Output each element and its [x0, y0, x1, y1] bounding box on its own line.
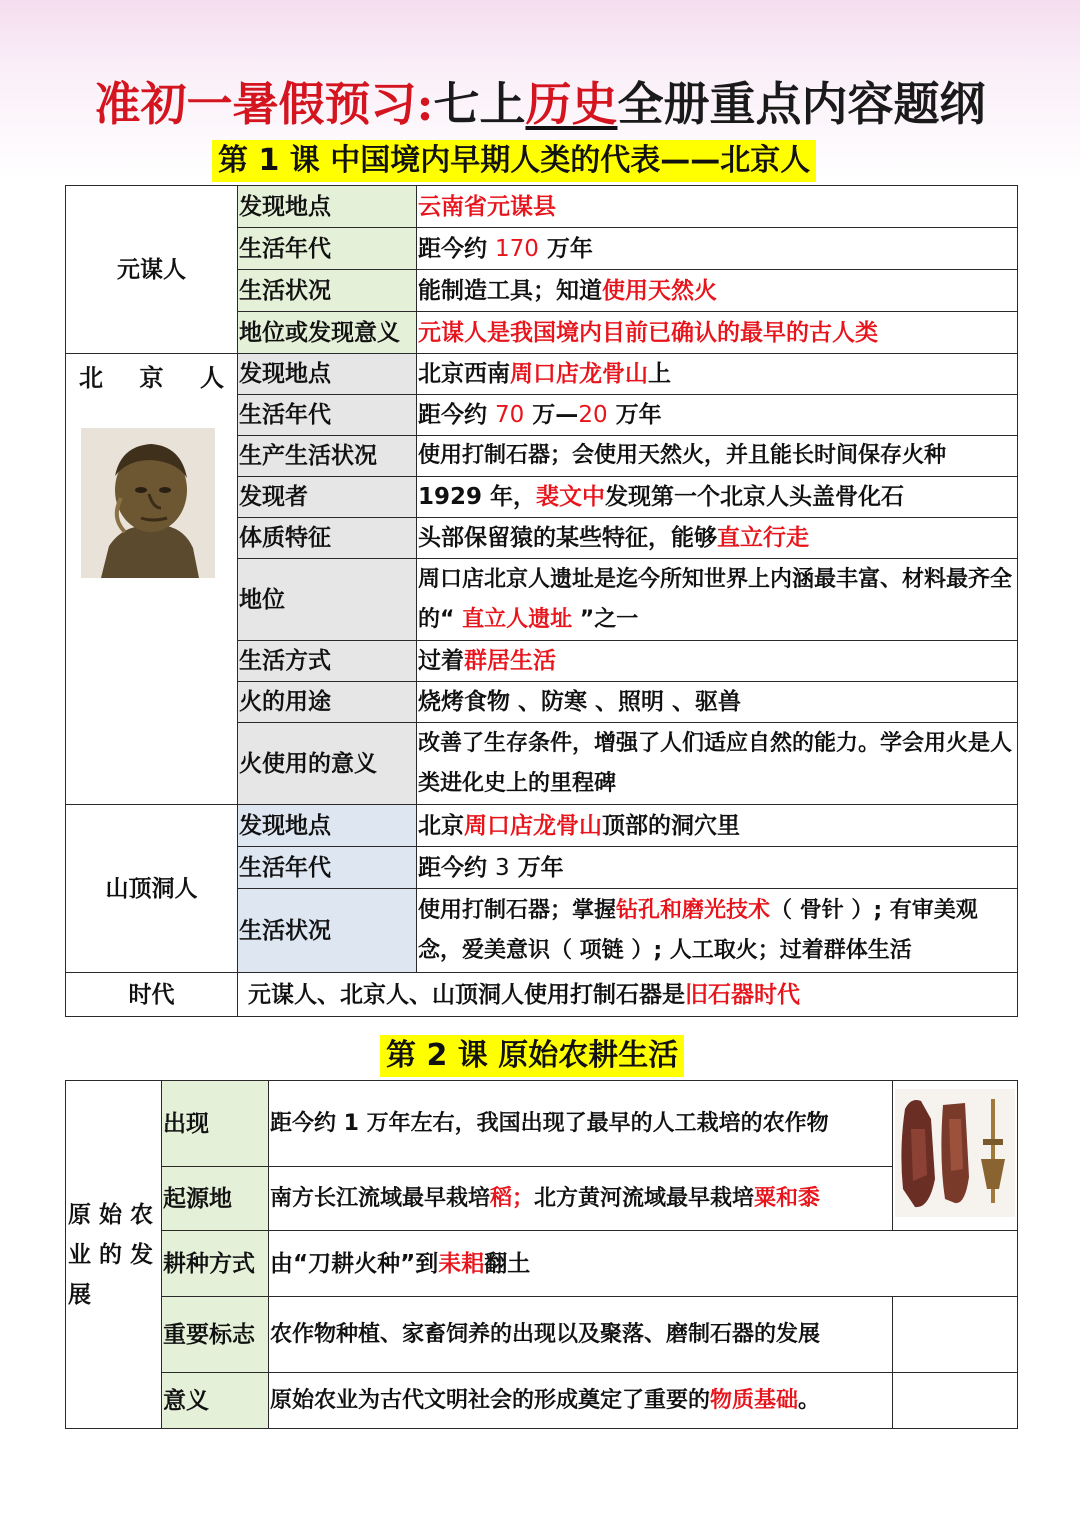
yuanmou-value: 元谋人是我国境内目前已确认的最早的古人类	[417, 312, 1018, 354]
shanding-value: 北京周口店龙骨山顶部的洞穴里	[417, 805, 1018, 847]
lesson2-value: 原始农业为古代文明社会的形成奠定了重要的物质基础。	[269, 1373, 893, 1429]
peking-value: 距今约 70 万—20 万年	[417, 395, 1018, 436]
era-label: 时代	[66, 973, 238, 1017]
lesson1-table	[65, 185, 1018, 1017]
lesson2-heading: 第 2 课 原始农耕生活	[380, 1035, 684, 1077]
lesson2-label: 起源地	[162, 1167, 269, 1231]
lesson2-value: 距今约 1 万年左右，我国出现了最早的人工栽培的农作物	[269, 1081, 893, 1167]
peking-value: 1929 年，裴文中发现第一个北京人头盖骨化石	[417, 477, 1018, 518]
farm-tools-image	[895, 1089, 1015, 1217]
shanding-label: 发现地点	[238, 805, 417, 847]
peking-man-bust-image	[81, 428, 215, 578]
yuanmou-category: 元谋人	[66, 186, 238, 354]
peking-value: 北京西南周口店龙骨山上	[417, 354, 1018, 395]
yuanmou-value: 能制造工具；知道使用天然火	[417, 270, 1018, 312]
peking-value: 改善了生存条件，增强了人们适应自然的能力。学会用火是人类进化史上的里程碑	[417, 723, 1018, 805]
shanding-value: 距今约 3 万年	[417, 847, 1018, 889]
peking-value: 使用打制石器；会使用天然火，并且能长时间保存火种	[417, 436, 1018, 477]
title-part1: 准初一暑假预习:	[94, 77, 434, 131]
peking-label: 火的用途	[238, 682, 417, 723]
peking-value: 过着群居生活	[417, 641, 1018, 682]
lesson2-table	[65, 1080, 1018, 1429]
yuanmou-value: 距今约 170 万年	[417, 228, 1018, 270]
shanding-label: 生活年代	[238, 847, 417, 889]
yuanmou-label: 生活状况	[238, 270, 417, 312]
lesson2-value: 农作物种植、家畜饲养的出现以及聚落、磨制石器的发展	[269, 1297, 893, 1373]
peking-value: 周口店北京人遗址是迄今所知世界上内涵最丰富、材料最齐全的“ 直立人遗址 ”之一	[417, 559, 1018, 641]
shanding-value: 使用打制石器；掌握钻孔和磨光技术（ 骨针 ）; 有审美观念，爱美意识（ 项链 ）; 人工取火；过着群体生活	[417, 889, 1018, 973]
lesson2-value: 南方长江流域最早栽培稻；北方黄河流域最早栽培粟和黍	[269, 1167, 893, 1231]
farm-tools-image-cell	[893, 1081, 1018, 1231]
peking-value: 烧烤食物 、防寒 、照明 、驱兽	[417, 682, 1018, 723]
title-part3: 历史	[525, 77, 618, 131]
era-value: 元谋人、北京人、山顶洞人使用打制石器是旧石器时代	[238, 973, 1018, 1017]
shanding-label: 生活状况	[238, 889, 417, 973]
title-part4: 全册重点内容题纲	[617, 77, 986, 131]
lesson2-label: 出现	[162, 1081, 269, 1167]
peking-label: 发现者	[238, 477, 417, 518]
peking-label: 发现地点	[238, 354, 417, 395]
peking-label: 生产生活状况	[238, 436, 417, 477]
peking-category	[66, 354, 238, 805]
title-part2: 七上	[433, 77, 526, 131]
yuanmou-label: 生活年代	[238, 228, 417, 270]
yuanmou-label: 发现地点	[238, 186, 417, 228]
lesson2-category: 原 始 农 业 的 发 展	[66, 1081, 162, 1429]
lesson2-value: 由“刀耕火种”到耒耜翻土	[269, 1231, 1018, 1297]
lesson1-heading: 第 1 课 中国境内早期人类的代表——北京人	[212, 140, 816, 182]
peking-label: 地位	[238, 559, 417, 641]
lesson2-label: 耕种方式	[162, 1231, 269, 1297]
page-title	[0, 68, 1080, 134]
peking-name: 北 京 人	[79, 364, 224, 392]
peking-value: 头部保留猿的某些特征，能够直立行走	[417, 518, 1018, 559]
peking-label: 火使用的意义	[238, 723, 417, 805]
yuanmou-value: 云南省元谋县	[417, 186, 1018, 228]
yuanmou-label: 地位或发现意义	[238, 312, 417, 354]
peking-label: 体质特征	[238, 518, 417, 559]
peking-label: 生活方式	[238, 641, 417, 682]
peking-label: 生活年代	[238, 395, 417, 436]
lesson2-label: 意义	[162, 1373, 269, 1429]
shanding-category: 山顶洞人	[66, 805, 238, 973]
lesson2-label: 重要标志	[162, 1297, 269, 1373]
